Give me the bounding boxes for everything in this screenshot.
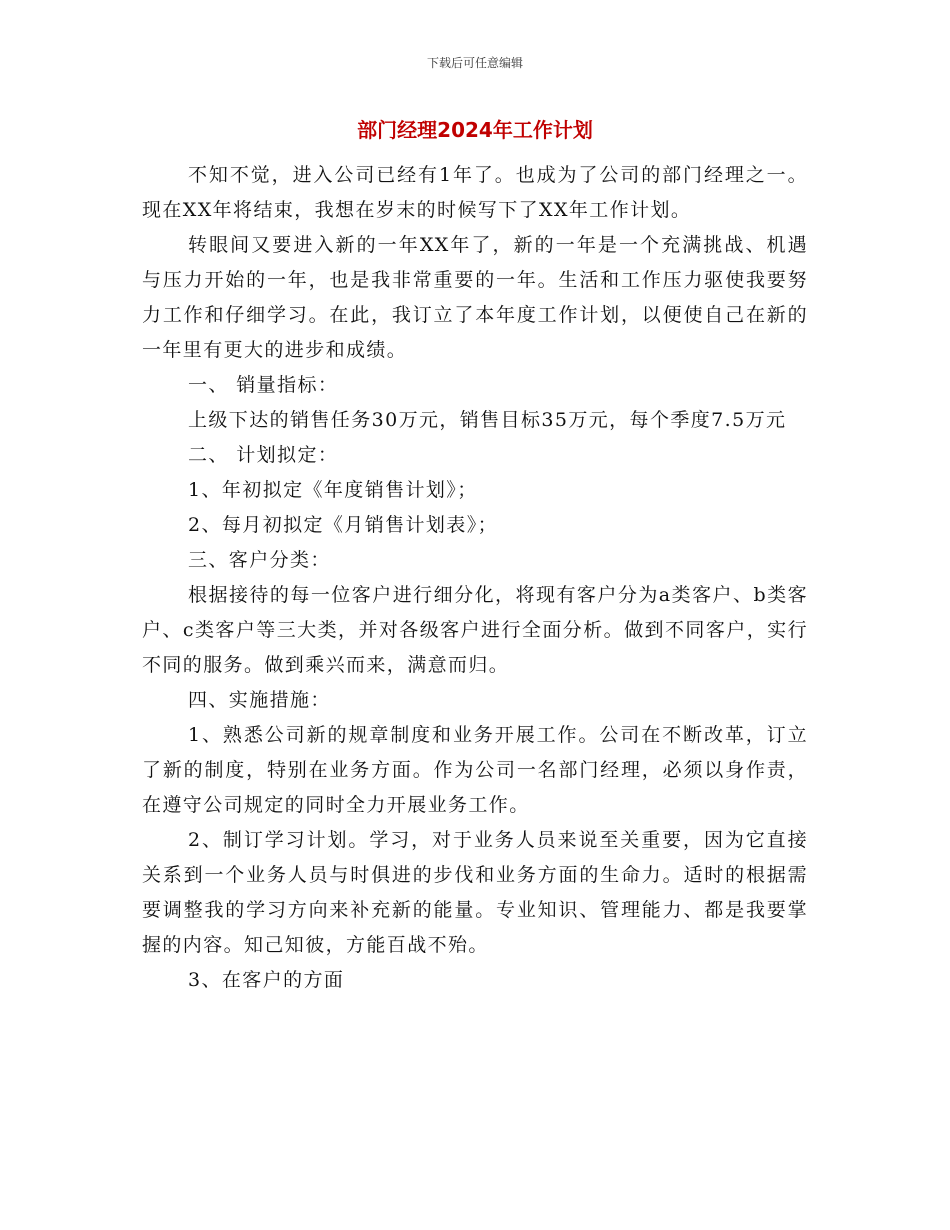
- paragraph-intro: 不知不觉，进入公司已经有1年了。也成为了公司的部门经理之一。现在XX年将结束，我想在岁末的时候写下了XX年工作计划。: [142, 164, 808, 221]
- document-body: [142, 158, 808, 998]
- section-heading-measures: 四、实施措施：: [188, 689, 331, 711]
- paragraph-new-year: 转眼间又要进入新的一年XX年了，新的一年是一个充满挑战、机遇与压力开始的一年，也是我非常重要的一年。生活和工作压力驱使我要努力工作和仔细学习。在此，我订立了本年度工作计划，以便使自己在新的一年里有更大的进步和成绩。: [142, 234, 808, 361]
- list-item-study-plan: 2、制订学习计划。学习，对于业务人员来说至关重要，因为它直接关系到一个业务人员与时俱进的步伐和业务方面的生命力。适时的根据需要调整我的学习方向来补充新的能量。专业知识、管理能力、都是我要掌握的内容。知己知彼，方能百战不殆。: [142, 829, 808, 956]
- list-item-customers: 3、在客户的方面: [188, 969, 345, 991]
- list-item-monthly-plan: 2、每月初拟定《月销售计划表》；: [188, 514, 498, 536]
- section-heading-customer-classification: 三、客户分类：: [188, 549, 331, 571]
- section-heading-sales-target: 一、 销量指标：: [188, 374, 339, 396]
- document-title: 部门经理2024年工作计划: [357, 118, 593, 142]
- section-heading-planning: 二、 计划拟定：: [188, 444, 339, 466]
- paragraph-sales-target: 上级下达的销售任务30万元，销售目标35万元，每个季度7.5万元: [188, 409, 787, 431]
- header-note: 下载后可任意编辑: [426, 56, 523, 70]
- paragraph-customer-classification: 根据接待的每一位客户进行细分化，将现有客户分为a类客户、b类客户、c类客户等三大类，并对各级客户进行全面分析。做到不同客户，实行不同的服务。做到乘兴而来，满意而归。: [142, 584, 808, 676]
- list-item-annual-plan: 1、年初拟定《年度销售计划》；: [188, 479, 478, 501]
- list-item-rules: 1、熟悉公司新的规章制度和业务开展工作。公司在不断改革，订立了新的制度，特别在业务方面。作为公司一名部门经理，必须以身作责，在遵守公司规定的同时全力开展业务工作。: [142, 724, 808, 816]
